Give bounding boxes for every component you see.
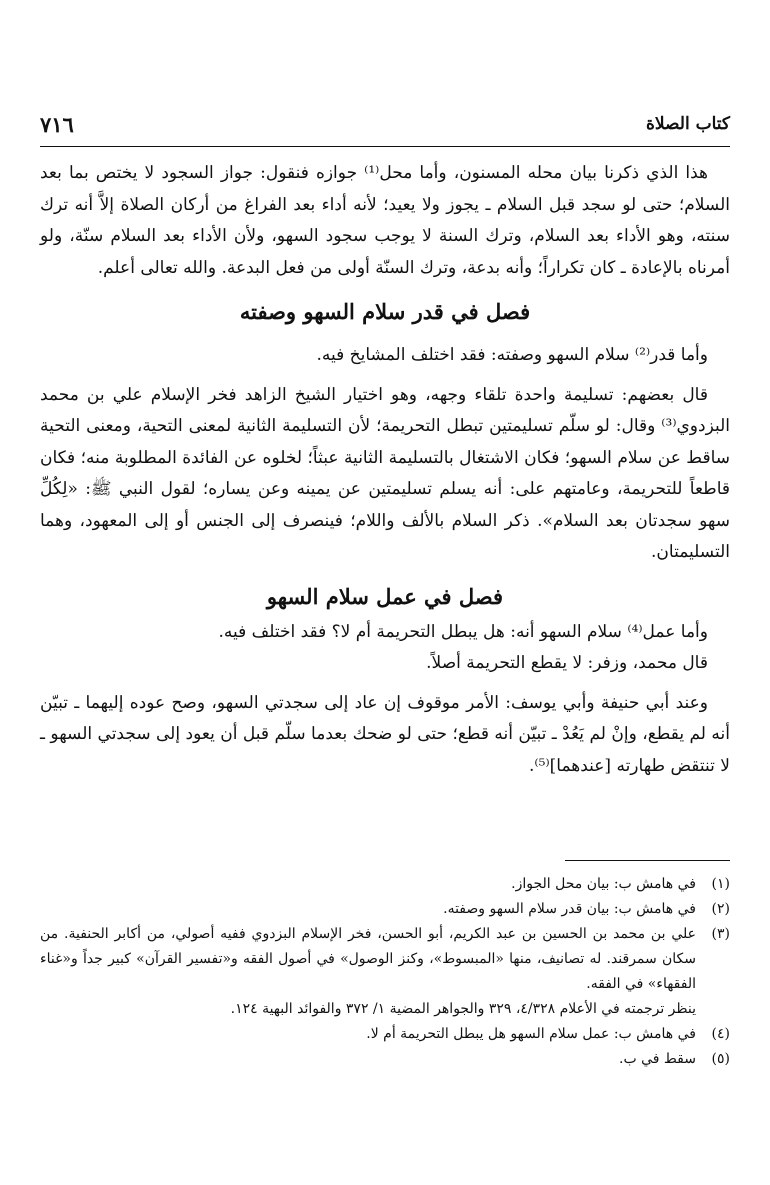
header-rule: [40, 146, 730, 147]
section-heading: فصل في قدر سلام السهو وصفته: [239, 299, 531, 324]
footnote-number: (٤): [711, 1026, 730, 1042]
footnote-continuation: [40, 997, 730, 1022]
footnote-number: (١): [711, 876, 730, 892]
footnote-rule: [565, 860, 730, 861]
footnote: [40, 897, 730, 922]
paragraph: وعند أبي حنيفة وأبي يوسف: الأمر موقوف إن عاد إلى سجدتي السهو، وصح عوده إليهما ـ تبيّن أنه لم يقطع، وإنْ لم يَعُدْ ـ تبيّن أنه قطع؛ حتى لو ضحك بعدما سلّم قبل أن يعود إلى سجدتي السهو ـ لا تنتقض طهارته [عندهما]⁽⁵⁾.: [40, 692, 730, 776]
footnote: [40, 872, 730, 897]
footnotes: [40, 872, 730, 1072]
paragraph: وأما عمل⁽⁴⁾ سلام السهو أنه: هل يبطل التحريمة أم لا؟ فقد اختلف فيه.: [218, 621, 708, 642]
paragraph: قال بعضهم: تسليمة واحدة تلقاء وجهه، وهو اختيار الشيخ الزاهد فخر الإسلام علي بن محمد البزدوي⁽³⁾ وقال: لو سلّم تسليمتين تبطل التحريمة؛ لأن التسليمة الثانية لمعنى التحية، ومعنى التحية ساقط عن سلام السهو؛ فكان الاشتغال بالتسليمة الثانية عبثاً؛ لخلوه عن الفائدة المطلوبة منه؛ فكان قاطعاً للتحريمة، وعامتهم على: أنه يسلم تسليمتين عن يمينه وعن يساره؛ لقول النبي ﷺ: «لِكُلِّ سهو سجدتان بعد السلام». ذكر السلام بالألف واللام؛ فينصرف إلى الجنس أو إلى المعهود، وهما التسليمتان.: [40, 384, 730, 562]
footnote-text: ينظر ترجمته في الأعلام ٤/٣٢٨، ٣٢٩ والجواهر المضية ١/ ٣٧٢ والفوائد البهية ١٢٤.: [230, 1001, 696, 1017]
main-text: [40, 158, 730, 782]
section-heading: فصل في عمل سلام السهو: [266, 583, 504, 609]
running-header: [40, 112, 730, 142]
paragraph: وأما قدر⁽²⁾ سلام السهو وصفته: فقد اختلف المشايخ فيه.: [316, 345, 708, 365]
footnote-number: (٢): [711, 901, 730, 917]
paragraph: هذا الذي ذكرنا بيان محله المسنون، وأما محل⁽¹⁾ جوازه فنقول: جواز السجود لا يختص بما بعد السلام؛ حتى لو سجد قبل السلام ـ يجوز ولا يعيد؛ لأنه أداء بعد الفراغ من أركان الصلاة إلاَّ أنه ترك سنته، وهو الأداء بعد السلام، وترك السنة لا يوجب سجود السهو، ولأن الأداء بعد السلام سنّة، ولو أمرناه بالإعادة ـ كان تكراراً؛ وأنه بدعة، وترك السنّة أولى من فعل البدعة. والله تعالى أعلم.: [40, 163, 730, 278]
footnote-text: في هامش ب: عمل سلام السهو هل يبطل التحريمة أم لا.: [366, 1026, 696, 1042]
footnote-text: سقط في ب.: [619, 1051, 696, 1067]
page-number: ٧١٦: [40, 112, 74, 137]
footnote-text: في هامش ب: بيان قدر سلام السهو وصفته.: [443, 901, 696, 917]
footnote-text: علي بن محمد بن الحسين بن عبد الكريم، أبو الحسن، فخر الإسلام البزدوي ففيه أصولي، من أكابر الحنفية. من سكان سمرقند. له تصانيف، منها «المبسوط»، وكنز الوصول» في أصول الفقه و«تفسير القرآن» كبير جداً و«غناء الفقهاء» في الفقه.: [40, 926, 696, 992]
book-title: كتاب الصلاة: [645, 114, 730, 134]
footnote: [40, 922, 730, 997]
footnote: [40, 1047, 730, 1072]
footnote-number: (٥): [711, 1051, 730, 1067]
paragraph: قال محمد، وزفر: لا يقطع التحريمة أصلاً.: [426, 653, 708, 673]
footnote: [40, 1022, 730, 1047]
footnote-text: في هامش ب: بيان محل الجواز.: [511, 876, 696, 892]
footnote-number: (٣): [711, 926, 730, 942]
